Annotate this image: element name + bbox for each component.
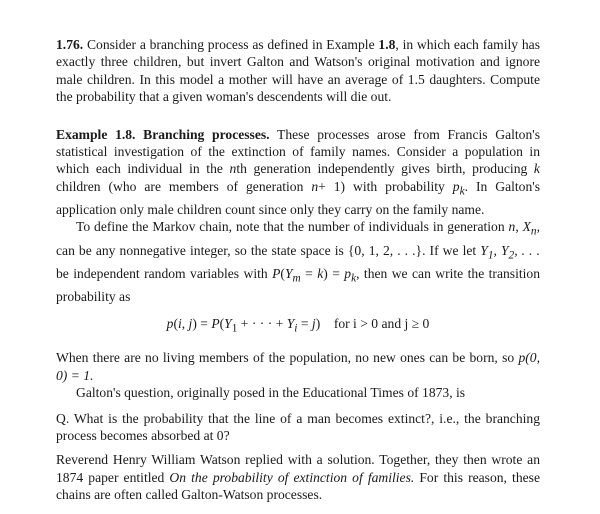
markov-chain-paragraph: To define the Markov chain, note that the number of individuals in generation n, $X_n$, can be any nonnegative integer, so the state space is {0, 1, 2, . . .}. If we let $Y_1$, $Y_2$, . . . be independent random variables with $P(Y_m = k) = p_k$, then we can write the transition probability as [56,219,541,304]
var-n-markov: n [508,219,516,235]
var-k: k [533,161,540,177]
transition-probability-equation: p(i, $j) = P(Y_1$ + · · · + $Y_i = j$) for i > 0 and j ≥ 0 [166,316,430,335]
var-Y-seq: $Y_1$, $Y_2$, . . . [480,242,541,262]
intro-text-1: These processes arose from Francis Galton's statistical investigation of the extinction of family names. Consider a population in which each individual in the [56,126,541,177]
var-Xn: $X_n$ [522,219,537,239]
intro-text-5: . In Galton's application only male children count since only they carry on the family name. [56,178,540,217]
intro-text-2: th generation independently gives birth, producing [236,161,528,177]
markov-text-4: be independent random variables with [56,265,268,281]
exercise-1-76 [56,36,540,106]
watson-text-2: For this reason, these chains are often called Galton-Watson processes. [56,469,540,503]
absorbing-state: p(0, 0) = 1. [56,350,540,383]
living-text-1: When there are no living members of the population, no new ones can be born, so [56,350,515,366]
exercise-number: 1.76. [56,37,84,52]
example-heading: Example 1.8. Branching processes. [56,126,270,142]
exercise-text-part2: , in which each family has exactly three children, but invert Galton and Watson's original motivation and ignore male children. In this model a mother will have an average of 1.5 daughters. Compute the probability that a given woman's descendents will die out. [56,37,540,105]
intro-text-4: + 1) with probability [318,178,445,194]
exercise-text-part1: Consider a branching process as defined in Example [86,37,375,52]
markov-text-5: , then we can write the transition probability as [56,265,540,304]
watson-text-1: Reverend Henry William Watson replied with a solution. Together, they then wrote an 1874 paper entitled [56,452,540,485]
markov-text-3: , can be any nonnegative integer, so the state space is {0, 1, 2, . . .}. If we let [56,219,540,258]
equation-condition: for i > 0 and j ≥ 0 [333,316,430,332]
markov-text-1: To define the Markov chain, note that the number of individuals in generation [76,219,505,235]
no-living-members-paragraph [56,349,540,384]
watson-paragraph [56,451,540,503]
paper-title: On the probability of extinction of families. [169,469,415,485]
intro-text-3: children (who are members of generation [56,178,304,194]
example-reference: 1.8 [378,37,396,52]
prob-expression: P [272,265,281,281]
textbook-page [56,36,540,504]
galton-question: Q. What is the probability that the line of a man becomes extinct?, i.e., the branching process becomes absorbed at 0? [56,410,540,443]
galton-question-intro: Galton's question, originally posed in the Educational Times of 1873, is [76,385,466,401]
var-n: n [229,161,237,177]
var-n-gen: n [311,178,319,194]
example-1-8-intro [56,126,540,219]
var-pk: $p_k$ [452,178,465,198]
